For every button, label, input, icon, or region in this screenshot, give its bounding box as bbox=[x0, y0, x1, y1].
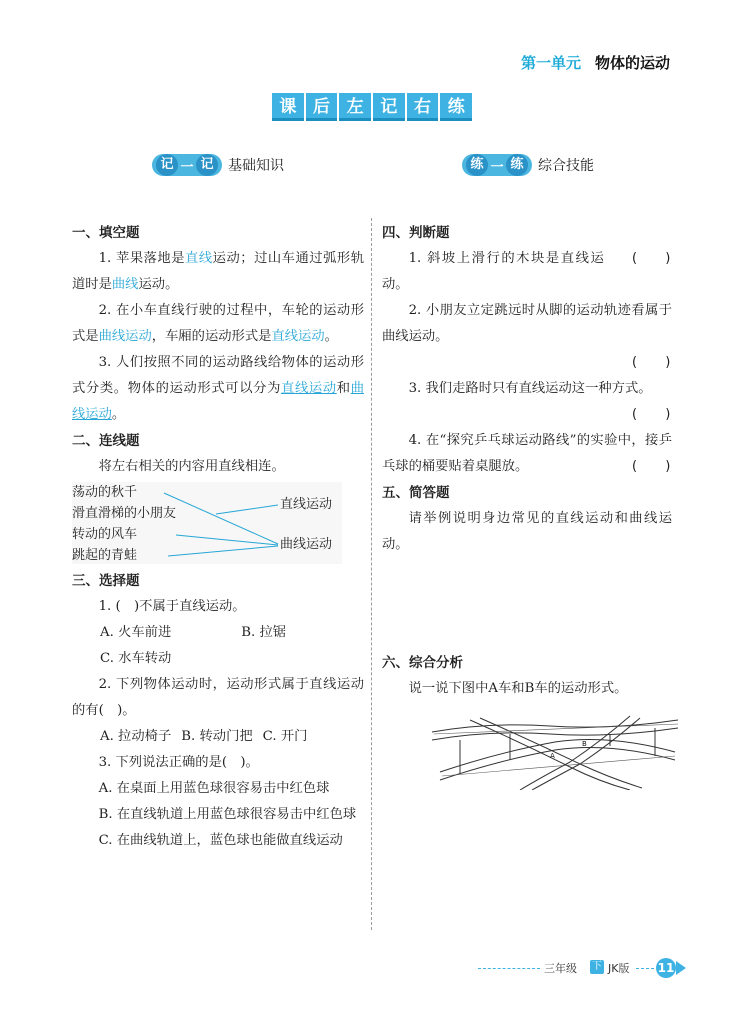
judge-question-3: 3. 我们走路时只有直线运动这一种方式。 bbox=[408, 381, 652, 396]
tag-char: 记 bbox=[196, 154, 218, 176]
judge-question-1: 1. 斜坡上滑行的木块是直线运动。 ( ) bbox=[382, 246, 672, 298]
right-column bbox=[382, 220, 672, 800]
banner-char: 右 bbox=[407, 93, 439, 121]
section-title: 五、简答题 bbox=[382, 485, 450, 501]
fill-question-1: 1. 苹果落地是直线运动；过山车通过弧形轨道时是曲线运动。 bbox=[72, 251, 364, 292]
answer-bracket: ( ) bbox=[630, 251, 672, 266]
column-divider bbox=[371, 218, 372, 930]
judge-question-4: 4. 在“探究乒乓球运动路线”的实验中，接乒乓球的桶要贴着桌腿放。 bbox=[382, 433, 672, 474]
match-right-item: 曲线运动 bbox=[280, 537, 333, 552]
banner-char: 左 bbox=[339, 93, 371, 121]
banner-char: 课 bbox=[272, 93, 304, 121]
tag-char: 练 bbox=[466, 154, 488, 176]
match-right-item: 直线运动 bbox=[280, 497, 333, 512]
answer: 直线运动 bbox=[281, 381, 337, 396]
page-number: 11 bbox=[656, 958, 676, 978]
choice-option: B. 在直线轨道上用蓝色球很容易击中红色球 bbox=[98, 807, 357, 822]
car-label-a: A bbox=[550, 752, 555, 760]
section-title: 四、判断题 bbox=[382, 225, 450, 241]
choice-question-2: 2. 下列物体运动时，运动形式属于直线运动的有( )。 bbox=[72, 677, 364, 718]
answer: 曲线运动 bbox=[72, 381, 365, 422]
tag-char: 一 bbox=[490, 159, 504, 175]
short-answer-question: 请举例说明身边常见的直线运动和曲线运动。 bbox=[382, 511, 672, 552]
answer-bracket: ( ) bbox=[630, 355, 672, 370]
page-footer bbox=[478, 958, 694, 978]
tag-char: 练 bbox=[506, 154, 528, 176]
tag-char: 一 bbox=[180, 159, 194, 175]
section-title: 三、选择题 bbox=[72, 573, 140, 589]
banner-char: 记 bbox=[373, 93, 405, 121]
match-left-item: 跳起的青蛙 bbox=[72, 548, 138, 563]
match-left-item: 滑直滑梯的小朋友 bbox=[72, 506, 177, 521]
judge-question-2: 2. 小朋友立定跳远时从脚的运动轨迹看属于曲线运动。 bbox=[382, 303, 672, 344]
choice-options: A. 拉动椅子 B. 转动门把 C. 开门 bbox=[100, 729, 308, 744]
tag-char: 记 bbox=[156, 154, 178, 176]
section-banner bbox=[272, 93, 472, 121]
choice-question-3: 3. 下列说法正确的是( )。 bbox=[98, 755, 259, 770]
footer-dash bbox=[636, 968, 654, 969]
section-title: 一、填空题 bbox=[72, 225, 140, 241]
overpass-illustration bbox=[430, 712, 680, 790]
answer: 直线运动 bbox=[271, 329, 325, 344]
footer-term: 下 bbox=[592, 961, 602, 972]
match-lines bbox=[72, 482, 342, 564]
matching-diagram bbox=[72, 482, 342, 564]
page-header bbox=[521, 52, 670, 73]
answer: 曲线 bbox=[111, 277, 139, 292]
basic-knowledge-tag bbox=[152, 154, 284, 176]
tag-pill bbox=[462, 154, 532, 176]
answer: 直线 bbox=[185, 251, 213, 266]
page-arrow-icon bbox=[676, 961, 686, 975]
skills-tag bbox=[462, 154, 594, 176]
footer-dash bbox=[478, 968, 540, 969]
choice-question-1: 1. ( )不属于直线运动。 bbox=[98, 599, 246, 614]
match-left-item: 转动的风车 bbox=[72, 527, 138, 542]
match-instruction: 将左右相关的内容用直线相连。 bbox=[98, 459, 285, 474]
fill-question-2: 2. 在小车直线行驶的过程中，车轮的运动形式是曲线运动，车厢的运动形式是直线运动。 bbox=[72, 303, 364, 344]
footer-edition: JK版 bbox=[608, 962, 630, 975]
match-left-item: 荡动的秋千 bbox=[72, 485, 138, 500]
choice-options: A. 火车前进 B. 拉锯 bbox=[100, 625, 287, 640]
choice-options: C. 水车转动 bbox=[100, 651, 172, 666]
footer-grade: 三年级 bbox=[544, 962, 577, 975]
tag-pill bbox=[152, 154, 222, 176]
topic-title: 物体的运动 bbox=[594, 54, 670, 72]
tag-label: 基础知识 bbox=[228, 158, 284, 174]
left-column bbox=[72, 220, 364, 854]
choice-option: A. 在桌面上用蓝色球很容易击中红色球 bbox=[98, 781, 330, 796]
answer-bracket: ( ) bbox=[630, 407, 672, 422]
fill-question-3: 3. 人们按照不同的运动路线给物体的运动形式分类。物体的运动形式可以分为直线运动和曲线运动。 bbox=[72, 355, 365, 422]
banner-char: 后 bbox=[306, 93, 338, 121]
answer-bracket: ( ) bbox=[630, 459, 672, 474]
answer: 曲线运动 bbox=[98, 329, 152, 344]
unit-title: 第一单元 bbox=[520, 54, 581, 72]
car-label-b: B bbox=[582, 740, 587, 748]
tag-label: 综合技能 bbox=[538, 158, 594, 174]
section-title: 六、综合分析 bbox=[382, 655, 463, 671]
analysis-question: 说一说下图中A车和B车的运动形式。 bbox=[408, 681, 628, 696]
section-title: 二、连线题 bbox=[72, 433, 140, 449]
answer-space bbox=[382, 558, 672, 650]
banner-char: 练 bbox=[440, 93, 472, 121]
choice-option: C. 在曲线轨道上，蓝色球也能做直线运动 bbox=[98, 833, 343, 848]
